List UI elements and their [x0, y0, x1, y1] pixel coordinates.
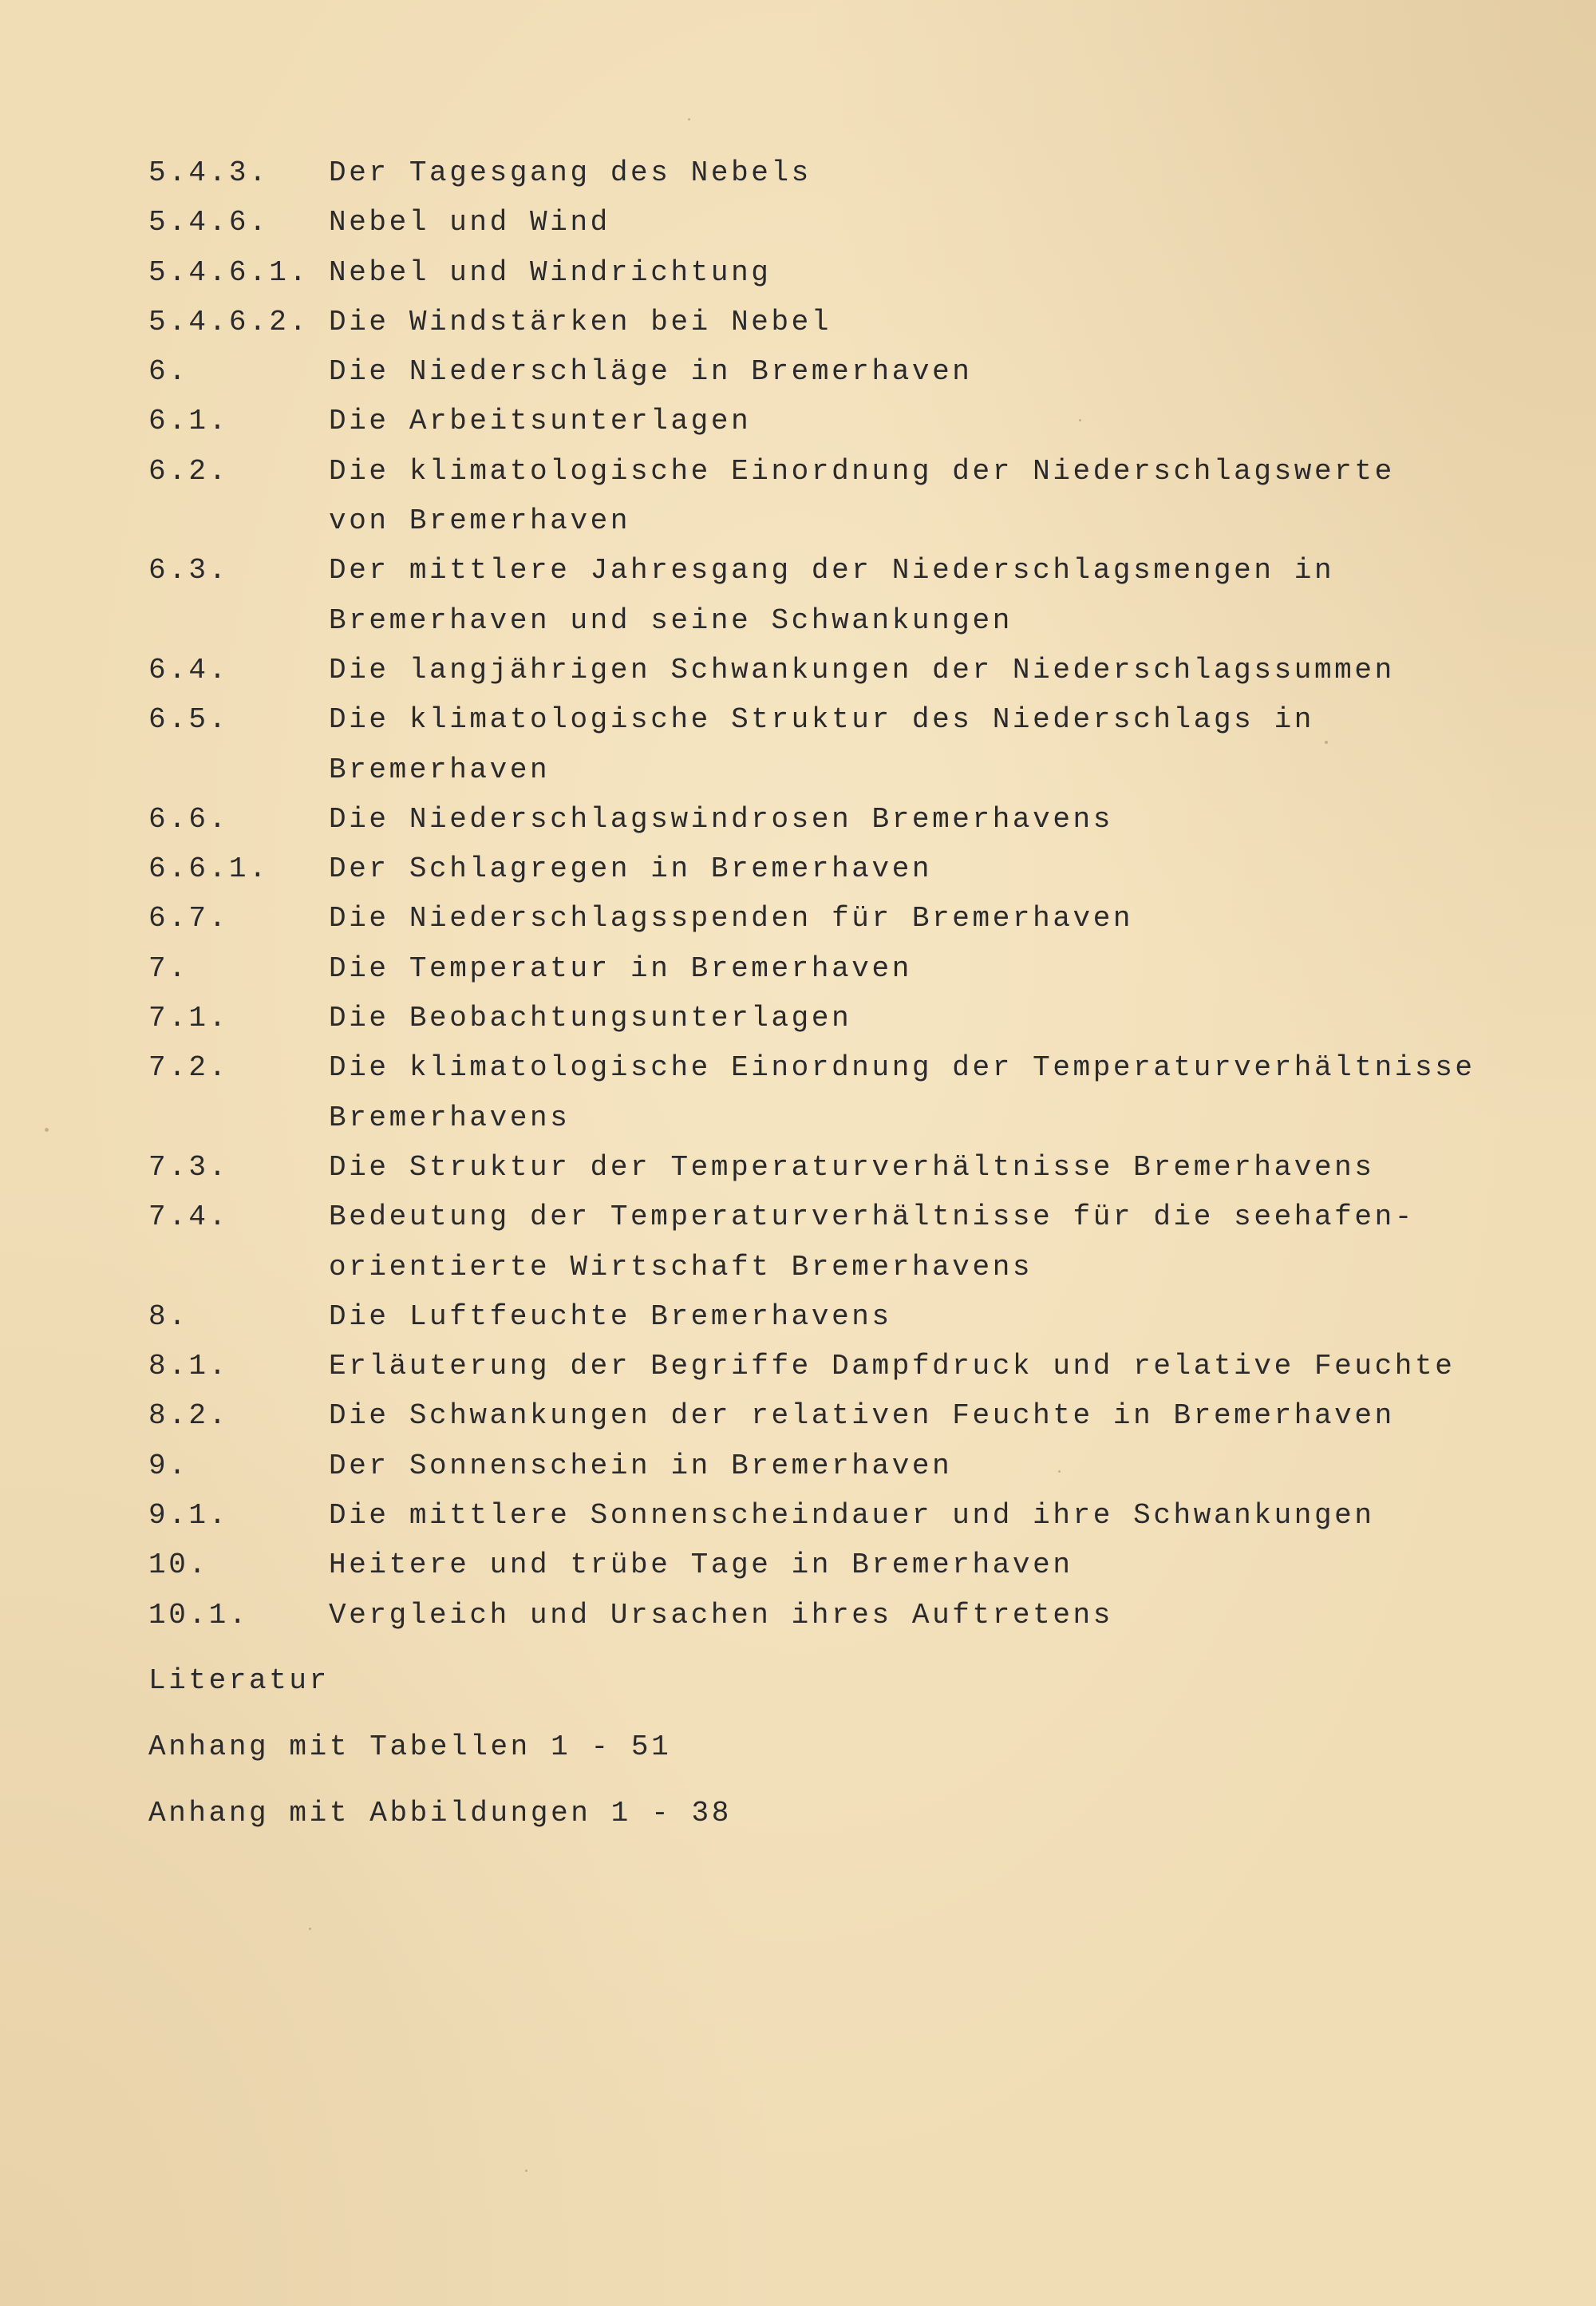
section-number: 7.1. [148, 1002, 229, 1035]
section-number: 6.3. [148, 554, 229, 587]
paper-speck [45, 1128, 49, 1132]
section-number: 6.5. [148, 703, 229, 737]
section-number [148, 1094, 329, 1143]
toc-entry-continuation [148, 746, 1521, 795]
section-number: 8. [148, 1299, 189, 1333]
appendix-entry: Anhang mit Tabellen 1 - 51 [148, 1730, 672, 1763]
section-number: 6. [148, 355, 189, 389]
section-number: 6.4. [148, 653, 229, 686]
section-number: 5.4.6.2. [148, 305, 310, 338]
section-title: Der Tagesgang des Nebels [329, 156, 812, 189]
toc-entry-continuation [148, 596, 1521, 646]
toc-entry-continuation [148, 1094, 1521, 1143]
section-title: Erläuterung der Begriffe Dampfdruck und relative Feuchte [329, 1350, 1456, 1383]
section-number [148, 496, 329, 546]
toc-entry [148, 347, 1521, 397]
paper-speck [525, 2170, 527, 2172]
section-title: Nebel und Windrichtung [329, 255, 772, 289]
section-title: Die Niederschläge in Bremerhaven [329, 355, 973, 389]
section-title: Die Niederschlagswindrosen Bremerhavens [329, 802, 1113, 836]
section-title: Die Windstärken bei Nebel [329, 305, 832, 338]
toc-entry [148, 397, 1521, 446]
section-title: Die mittlere Sonnenscheindauer und ihre Schwankungen [329, 1499, 1375, 1533]
paper-speck [688, 118, 690, 121]
section-number: 5.4.6. [148, 206, 270, 239]
section-title: Nebel und Wind [329, 206, 610, 239]
toc-entry [148, 546, 1521, 595]
section-number: 7.4. [148, 1200, 229, 1234]
section-number: 6.7. [148, 902, 229, 935]
toc-entry [148, 1193, 1521, 1242]
toc-entry [148, 1541, 1521, 1590]
section-number: 8.1. [148, 1350, 229, 1383]
toc-entry [148, 994, 1521, 1043]
appendix-entry: Anhang mit Abbildungen 1 - 38 [148, 1796, 732, 1829]
toc-entry [148, 1442, 1521, 1491]
literature-heading: Literatur [148, 1663, 330, 1697]
section-number: 6.2. [148, 454, 229, 488]
toc-entry [148, 447, 1521, 496]
section-number [148, 596, 329, 646]
toc-entry [148, 198, 1521, 247]
section-title: Die klimatologische Einordnung der Temperaturverhältnisse [329, 1051, 1476, 1085]
section-number: 7.3. [148, 1150, 229, 1184]
section-title: Der Sonnenschein in Bremerhaven [329, 1449, 953, 1482]
section-number: 10.1. [148, 1598, 250, 1632]
section-number: 10. [148, 1549, 209, 1582]
section-title: Der Schlagregen in Bremerhaven [329, 852, 933, 886]
section-title: Die Schwankungen der relativen Feuchte in Bremerhaven [329, 1399, 1395, 1433]
toc-entry [148, 1043, 1521, 1093]
section-title: Bedeutung der Temperaturverhältnisse für die seehafen- [329, 1200, 1415, 1234]
section-title: Die langjährigen Schwankungen der Niederschlagssummen [329, 653, 1395, 686]
toc-entry [148, 1491, 1521, 1541]
section-number [148, 1243, 329, 1292]
toc-entry [148, 148, 1521, 198]
toc-entry [148, 894, 1521, 943]
section-title: Die Luftfeuchte Bremerhavens [329, 1299, 892, 1333]
toc-entry [148, 646, 1521, 695]
section-title: Die Struktur der Temperaturverhältnisse Bremerhavens [329, 1150, 1375, 1184]
section-number: 8.2. [148, 1399, 229, 1433]
toc-entry [148, 248, 1521, 298]
section-title: Vergleich und Ursachen ihres Auftretens [329, 1598, 1113, 1632]
toc-entry [148, 944, 1521, 994]
section-number: 9. [148, 1449, 189, 1482]
section-title: Bremerhaven [329, 753, 551, 786]
toc-entry [148, 1391, 1521, 1441]
table-of-contents [148, 148, 1521, 1838]
section-title: Die Niederschlagsspenden für Bremerhaven [329, 902, 1134, 935]
toc-entry [148, 298, 1521, 347]
toc-entry-continuation [148, 496, 1521, 546]
toc-entry [148, 1143, 1521, 1193]
toc-entry [148, 695, 1521, 745]
toc-entry-continuation [148, 1243, 1521, 1292]
toc-entry [148, 1591, 1521, 1640]
section-title: Bremerhavens [329, 1101, 571, 1134]
section-number [148, 746, 329, 795]
section-title: Der mittlere Jahresgang der Niederschlagsmengen in [329, 554, 1335, 587]
toc-entry [148, 844, 1521, 894]
section-number: 6.6. [148, 802, 229, 836]
section-title: von Bremerhaven [329, 504, 631, 538]
section-number: 6.1. [148, 405, 229, 438]
section-title: Die klimatologische Struktur des Niederschlags in [329, 703, 1314, 737]
section-number: 5.4.3. [148, 156, 270, 189]
toc-entry [148, 1342, 1521, 1391]
toc-entry [148, 795, 1521, 844]
section-number: 5.4.6.1. [148, 255, 310, 289]
section-title: Die Beobachtungsunterlagen [329, 1002, 852, 1035]
section-title: orientierte Wirtschaft Bremerhavens [329, 1250, 1033, 1284]
toc-entry [148, 1292, 1521, 1342]
section-number: 6.6.1. [148, 852, 270, 886]
section-number: 7.2. [148, 1051, 229, 1085]
section-title: Die Arbeitsunterlagen [329, 405, 752, 438]
section-title: Die klimatologische Einordnung der Niederschlagswerte [329, 454, 1395, 488]
section-number: 9.1. [148, 1499, 229, 1533]
section-title: Bremerhaven und seine Schwankungen [329, 603, 1013, 637]
paper-speck [309, 1928, 311, 1930]
section-number: 7. [148, 951, 189, 985]
section-title: Die Temperatur in Bremerhaven [329, 951, 912, 985]
section-title: Heitere und trübe Tage in Bremerhaven [329, 1549, 1073, 1582]
